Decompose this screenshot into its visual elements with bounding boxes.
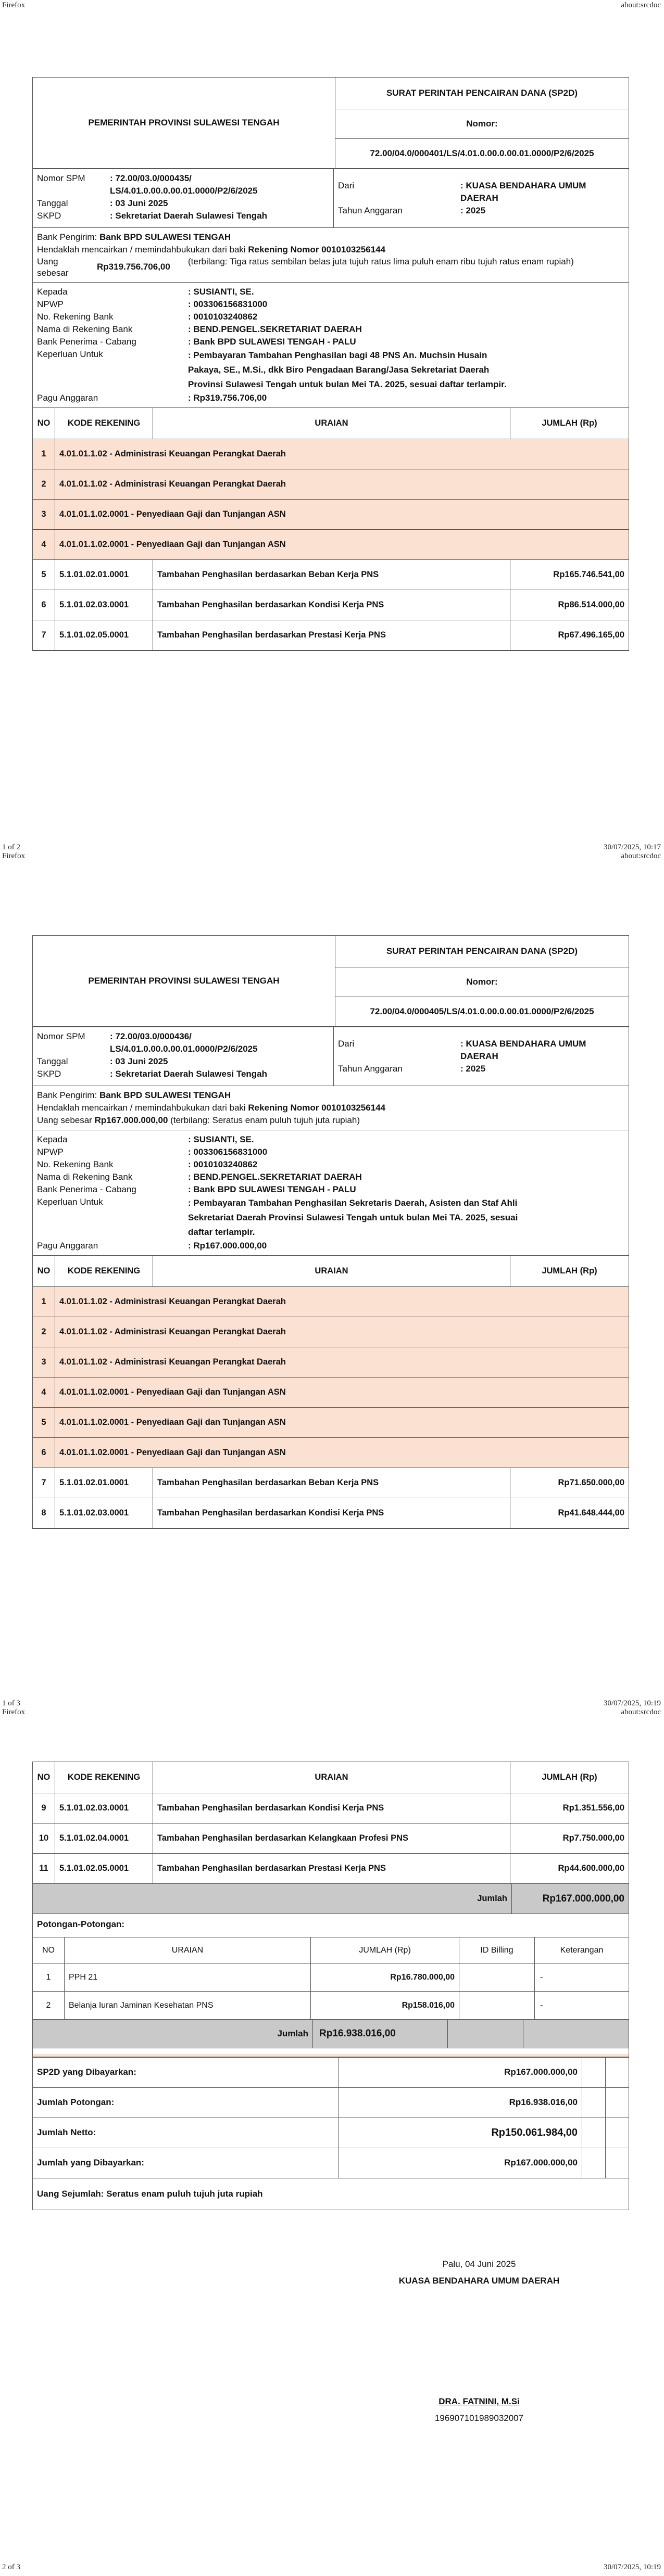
table-row	[33, 590, 629, 620]
rekening-table	[33, 407, 629, 651]
row-number: 6	[33, 590, 55, 620]
row-kode-rekening: 5.1.01.02.03.0001	[55, 590, 153, 620]
row-uraian: Tambahan Penghasilan berdasarkan Kondisi Kerja PNS	[153, 1793, 510, 1823]
keperluan-value: : Pembayaran Tambahan Penghasilan Sekretaris Daerah, Asisten dan Staf Ahli Sekretariat Daerah Provinsi Sulawesi Tengah untuk bulan Mei TA. 2025, sesuai daftar terlampir.	[188, 1198, 518, 1237]
col-jumlah-header: JUMLAH (Rp)	[510, 1762, 629, 1793]
tahun-value: : 2025	[460, 206, 486, 215]
rekening-label: Rekening Nomor	[248, 245, 319, 254]
nomor-spm-label: Nomor SPM	[37, 173, 85, 183]
bank-penerima-label: Bank Penerima - Cabang	[37, 337, 136, 347]
potongan-table	[33, 1937, 629, 2020]
footer-timestamp: 30/07/2025, 10:17	[603, 843, 661, 851]
nomor-spm-value: : 72.00/03.0/000436/	[110, 1031, 192, 1041]
penerima-block	[33, 282, 629, 407]
row-uraian: Tambahan Penghasilan berdasarkan Beban Kerja PNS	[153, 1468, 510, 1498]
signer-nip: 196907101989032007	[434, 2413, 524, 2423]
rekening-value: 0010103256144	[321, 1103, 386, 1113]
row-jumlah: Rp71.650.000,00	[510, 1468, 629, 1498]
bank-penerima-label: Bank Penerima - Cabang	[37, 1184, 136, 1194]
bank-block	[33, 1086, 629, 1130]
pagu-value: : Rp167.000.000,00	[188, 1241, 267, 1251]
row-number: 2	[33, 1317, 55, 1347]
summary-table	[33, 2057, 629, 2178]
bank-pengirim-value: Bank BPD SULAWESI TENGAH	[99, 1090, 231, 1100]
tahun-label: Tahun Anggaran	[338, 1064, 403, 1074]
col-kode-header: KODE REKENING	[55, 1256, 153, 1287]
dari-value-2: DAERAH	[460, 1051, 498, 1061]
potongan-total-label: Jumlah	[33, 2020, 313, 2048]
kepada-value: : SUSIANTI, SE.	[188, 1134, 254, 1144]
sum-potongan-label: Jumlah Potongan:	[33, 2087, 339, 2118]
rekening-table-continued	[33, 1762, 629, 1884]
col-kode-header: KODE REKENING	[55, 408, 153, 439]
signer-title: KUASA BENDAHARA UMUM DAERAH	[398, 2276, 560, 2286]
table-row	[33, 560, 629, 590]
signer-name: DRA. FATNINI, M.Si	[439, 2396, 520, 2406]
row-number: 11	[33, 1854, 55, 1884]
no-rek-label: No. Rekening Bank	[37, 312, 114, 322]
sum-dibayarkan-label: Jumlah yang Dibayarkan:	[33, 2148, 339, 2178]
table-row	[33, 469, 629, 500]
spm-info-block	[33, 1027, 629, 1086]
header-app-name: Firefox	[2, 1708, 26, 1716]
footer-page-number: 1 of 2	[2, 843, 20, 851]
dari-value: : KUASA BENDAHARA UMUM	[460, 1039, 586, 1049]
potongan-total-row	[33, 2020, 629, 2048]
row-kode-rekening: 5.1.01.02.03.0001	[55, 1793, 153, 1823]
sebesar-label: sebesar	[37, 268, 69, 278]
footer-page-number: 1 of 3	[2, 1699, 20, 1707]
government-name: PEMERINTAH PROVINSI SULAWESI TENGAH	[33, 936, 335, 1027]
table-row	[33, 500, 629, 530]
row-kode-rekening: 5.1.01.02.01.0001	[55, 1468, 153, 1498]
rekening-value: 0010103256144	[321, 245, 386, 254]
jumlah-total: Rp167.000.000,00	[512, 1884, 629, 1914]
skpd-value: : Sekretariat Daerah Sulawesi Tengah	[110, 1069, 268, 1079]
row-kode-rekening: 4.01.01.1.02 - Administrasi Keuangan Perangkat Daerah	[55, 439, 629, 469]
col-uraian-header: URAIAN	[153, 408, 510, 439]
row-number: 7	[33, 620, 55, 651]
tahun-value: : 2025	[460, 1064, 486, 1074]
tanggal-value: : 03 Juni 2025	[110, 1056, 168, 1066]
penerima-block	[33, 1130, 629, 1255]
uang-label: Uang	[37, 257, 58, 266]
table-row	[33, 1378, 629, 1408]
kepada-label: Kepada	[37, 287, 68, 297]
keperluan-label: Keperluan Untuk	[37, 1197, 103, 1207]
pot-row-jumlah: Rp158.016,00	[311, 1992, 459, 2020]
row-number: 4	[33, 1378, 55, 1408]
nama-rek-value: : BEND.PENGEL.SEKRETARIAT DAERAH	[188, 1172, 362, 1182]
bank-block	[33, 227, 629, 282]
pot-row-number: 2	[33, 1992, 65, 2020]
uang-value: Rp167.000.000,00	[94, 1115, 168, 1125]
sp2d-document-1	[32, 77, 629, 651]
npwp-value: : 003306156831000	[188, 299, 268, 309]
bank-penerima-value: : Bank BPD SULAWESI TENGAH - PALU	[188, 337, 356, 347]
pot-row-uraian: Belanja Iuran Jaminan Kesehatan PNS	[65, 1992, 311, 2020]
row-number: 8	[33, 1498, 55, 1528]
sp2d-document-2	[32, 935, 629, 1529]
table-row	[33, 1408, 629, 1438]
table-row	[33, 1317, 629, 1347]
table-row	[33, 620, 629, 651]
col-no-header: NO	[33, 408, 55, 439]
table-row	[33, 1438, 629, 1468]
pot-col-jumlah: JUMLAH (Rp)	[311, 1937, 459, 1963]
table-row	[33, 1854, 629, 1884]
pot-col-id-billing: ID Billing	[459, 1937, 535, 1963]
terbilang-final: Uang Sejumlah: Seratus enam puluh tujuh juta rupiah	[37, 2188, 263, 2199]
col-uraian-header: URAIAN	[153, 1762, 510, 1793]
col-kode-header: KODE REKENING	[55, 1762, 153, 1793]
nomor-spm-value-2: LS/4.01.0.00.0.00.01.0000/P2/6/2025	[110, 186, 258, 196]
tahun-label: Tahun Anggaran	[338, 206, 403, 215]
uang-value: Rp319.756.706,00	[97, 262, 170, 272]
dari-label: Dari	[338, 181, 355, 190]
table-row	[33, 1793, 629, 1823]
header-url: about:srcdoc	[621, 852, 661, 860]
row-uraian: Tambahan Penghasilan berdasarkan Prestasi Kerja PNS	[153, 620, 510, 651]
row-jumlah: Rp86.514.000,00	[510, 590, 629, 620]
potongan-row	[33, 1963, 629, 1992]
bank-pengirim-value: Bank BPD SULAWESI TENGAH	[99, 232, 231, 242]
header-app-name: Firefox	[2, 852, 26, 860]
row-jumlah: Rp165.746.541,00	[510, 560, 629, 590]
col-uraian-header: URAIAN	[153, 1256, 510, 1287]
sum-sp2d-label: SP2D yang Dibayarkan:	[33, 2057, 339, 2087]
npwp-label: NPWP	[37, 1147, 64, 1157]
row-uraian: Tambahan Penghasilan berdasarkan Kelangkaan Profesi PNS	[153, 1823, 510, 1854]
row-kode-rekening: 4.01.01.1.02.0001 - Penyediaan Gaji dan Tunjangan ASN	[55, 500, 629, 530]
table-row	[33, 530, 629, 560]
skpd-value: : Sekretariat Daerah Sulawesi Tengah	[110, 211, 268, 221]
potongan-title: Potongan-Potongan:	[37, 1919, 125, 1929]
tanggal-label: Tanggal	[37, 198, 68, 208]
row-number: 3	[33, 1347, 55, 1378]
row-kode-rekening: 5.1.01.02.03.0001	[55, 1498, 153, 1528]
sp2d-document-2-continued	[32, 1762, 629, 2210]
document-title: SURAT PERINTAH PENCAIRAN DANA (SP2D)	[335, 936, 629, 967]
row-jumlah: Rp44.600.000,00	[510, 1854, 629, 1884]
potongan-row	[33, 1992, 629, 2020]
row-number: 5	[33, 1408, 55, 1438]
sum-netto-label: Jumlah Netto:	[33, 2118, 339, 2148]
potongan-total-value: Rp16.938.016,00	[313, 2020, 448, 2048]
nomor-spm-label: Nomor SPM	[37, 1031, 85, 1041]
kepada-value: : SUSIANTI, SE.	[188, 287, 254, 297]
row-number: 3	[33, 500, 55, 530]
row-kode-rekening: 5.1.01.02.05.0001	[55, 620, 153, 651]
no-rek-value: : 0010103240862	[188, 312, 258, 322]
col-no-header: NO	[33, 1256, 55, 1287]
row-uraian: Tambahan Penghasilan berdasarkan Kondisi Kerja PNS	[153, 590, 510, 620]
header-url: about:srcdoc	[621, 1, 661, 9]
rekening-table	[33, 1255, 629, 1528]
tanggal-label: Tanggal	[37, 1056, 68, 1066]
nomor-label: Nomor:	[335, 967, 629, 997]
terbilang-text: (terbilang: Tiga ratus sembilan belas juta tujuh ratus lima puluh enam ribu tujuh ratus enam rupiah)	[188, 257, 574, 266]
table-row	[33, 1498, 629, 1528]
skpd-label: SKPD	[37, 1069, 61, 1079]
tanggal-value: : 03 Juni 2025	[110, 198, 168, 208]
keperluan-label: Keperluan Untuk	[37, 349, 103, 359]
nomor-spm-value: : 72.00/03.0/000435/	[110, 173, 192, 183]
row-number: 1	[33, 1287, 55, 1317]
row-kode-rekening: 4.01.01.1.02.0001 - Penyediaan Gaji dan Tunjangan ASN	[55, 530, 629, 560]
col-jumlah-header: JUMLAH (Rp)	[510, 408, 629, 439]
row-uraian: Tambahan Penghasilan berdasarkan Prestasi Kerja PNS	[153, 1854, 510, 1884]
hendaklah-text: Hendaklah mencairkan / memindahbukukan dari baki	[37, 245, 246, 254]
sum-netto-value: Rp150.061.984,00	[339, 2118, 582, 2148]
pot-col-keterangan: Keterangan	[535, 1937, 629, 1963]
place-date: Palu, 04 Juni 2025	[442, 2259, 516, 2269]
row-uraian: Tambahan Penghasilan berdasarkan Kondisi Kerja PNS	[153, 1498, 510, 1528]
npwp-value: : 003306156831000	[188, 1147, 268, 1157]
pagu-value: : Rp319.756.706,00	[188, 393, 267, 403]
col-no-header: NO	[33, 1762, 55, 1793]
row-number: 9	[33, 1793, 55, 1823]
row-number: 4	[33, 530, 55, 560]
row-number: 5	[33, 560, 55, 590]
npwp-label: NPWP	[37, 299, 64, 309]
sum-sp2d-value: Rp167.000.000,00	[339, 2057, 582, 2087]
no-rek-value: : 0010103240862	[188, 1159, 258, 1169]
pot-col-uraian: URAIAN	[65, 1937, 311, 1963]
nomor-spm-value-2: LS/4.01.0.00.0.00.01.0000/P2/6/2025	[110, 1044, 258, 1054]
header-app-name: Firefox	[2, 1, 26, 9]
rekening-label: Rekening Nomor	[248, 1103, 319, 1113]
sum-potongan-value: Rp16.938.016,00	[339, 2087, 582, 2118]
table-row	[33, 439, 629, 469]
footer-page-number: 2 of 3	[2, 2563, 20, 2571]
row-number: 6	[33, 1438, 55, 1468]
footer-timestamp: 30/07/2025, 10:19	[603, 1699, 661, 1707]
bank-pengirim-label: Bank Pengirim:	[37, 232, 97, 242]
row-kode-rekening: 4.01.01.1.02 - Administrasi Keuangan Perangkat Daerah	[55, 1317, 629, 1347]
row-kode-rekening: 5.1.01.02.04.0001	[55, 1823, 153, 1854]
row-kode-rekening: 4.01.01.1.02 - Administrasi Keuangan Perangkat Daerah	[55, 1287, 629, 1317]
sum-dibayarkan-value: Rp167.000.000,00	[339, 2148, 582, 2178]
table-row	[33, 1347, 629, 1378]
nama-rek-label: Nama di Rekening Bank	[37, 324, 133, 334]
row-kode-rekening: 4.01.01.1.02 - Administrasi Keuangan Perangkat Daerah	[55, 469, 629, 500]
skpd-label: SKPD	[37, 211, 61, 221]
pot-row-id-billing	[459, 1992, 535, 2020]
spm-info-block	[33, 169, 629, 227]
document-title: SURAT PERINTAH PENCAIRAN DANA (SP2D)	[335, 78, 629, 109]
hendaklah-text: Hendaklah mencairkan / memindahbukukan dari baki	[37, 1103, 246, 1113]
table-row	[33, 1468, 629, 1498]
pagu-label: Pagu Anggaran	[37, 393, 98, 403]
government-name: PEMERINTAH PROVINSI SULAWESI TENGAH	[33, 78, 335, 169]
row-kode-rekening: 4.01.01.1.02.0001 - Penyediaan Gaji dan Tunjangan ASN	[55, 1408, 629, 1438]
nama-rek-value: : BEND.PENGEL.SEKRETARIAT DAERAH	[188, 324, 362, 334]
pot-row-jumlah: Rp16.780.000,00	[311, 1963, 459, 1992]
footer-timestamp: 30/07/2025, 10:19	[603, 2563, 661, 2571]
row-kode-rekening: 4.01.01.1.02.0001 - Penyediaan Gaji dan Tunjangan ASN	[55, 1378, 629, 1408]
row-jumlah: Rp1.351.556,00	[510, 1793, 629, 1823]
uang-sebesar-label: Uang sebesar	[37, 1115, 92, 1125]
jumlah-label: Jumlah	[33, 1884, 512, 1914]
nomor-value: 72.00/04.0/000405/LS/4.01.0.00.0.00.01.0000/P2/6/2025	[335, 997, 629, 1027]
row-kode-rekening: 5.1.01.02.05.0001	[55, 1854, 153, 1884]
nomor-value: 72.00/04.0/000401/LS/4.01.0.00.0.00.01.0000/P2/6/2025	[335, 139, 629, 169]
row-jumlah: Rp7.750.000,00	[510, 1823, 629, 1854]
row-jumlah: Rp41.648.444,00	[510, 1498, 629, 1528]
pot-col-no: NO	[33, 1937, 65, 1963]
bank-pengirim-label: Bank Pengirim:	[37, 1090, 97, 1100]
nama-rek-label: Nama di Rekening Bank	[37, 1172, 133, 1182]
row-number: 7	[33, 1468, 55, 1498]
dari-value: : KUASA BENDAHARA UMUM	[460, 181, 586, 190]
pot-row-number: 1	[33, 1963, 65, 1992]
row-kode-rekening: 4.01.01.1.02 - Administrasi Keuangan Perangkat Daerah	[55, 1347, 629, 1378]
table-row	[33, 1823, 629, 1854]
row-uraian: Tambahan Penghasilan berdasarkan Beban Kerja PNS	[153, 560, 510, 590]
kepada-label: Kepada	[37, 1134, 68, 1144]
row-number: 10	[33, 1823, 55, 1854]
pot-row-keterangan: -	[535, 1963, 629, 1992]
bank-penerima-value: : Bank BPD SULAWESI TENGAH - PALU	[188, 1184, 356, 1194]
row-jumlah: Rp67.496.165,00	[510, 620, 629, 651]
row-kode-rekening: 5.1.01.02.01.0001	[55, 560, 153, 590]
row-number: 1	[33, 439, 55, 469]
row-number: 2	[33, 469, 55, 500]
pagu-label: Pagu Anggaran	[37, 1241, 98, 1251]
keperluan-value: : Pembayaran Tambahan Penghasilan bagi 48 PNS An. Muchsin Husain Pakaya, SE., M.Si., dkk Biro Pengadaan Barang/Jasa Sekretariat Daerah Provinsi Sulawesi Tengah untuk bulan Mei TA. 2025, sesuai daftar terlampir.	[188, 350, 507, 389]
terbilang-text: (terbilang: Seratus enam puluh tujuh juta rupiah)	[170, 1115, 360, 1125]
dari-value-2: DAERAH	[460, 193, 498, 203]
pot-row-id-billing	[459, 1963, 535, 1992]
dari-label: Dari	[338, 1039, 355, 1049]
signature-block	[323, 2256, 635, 2427]
pot-row-keterangan: -	[535, 1992, 629, 2020]
header-url: about:srcdoc	[621, 1708, 661, 1716]
no-rek-label: No. Rekening Bank	[37, 1159, 114, 1169]
jumlah-row	[33, 1884, 629, 1914]
col-jumlah-header: JUMLAH (Rp)	[510, 1256, 629, 1287]
row-kode-rekening: 4.01.01.1.02.0001 - Penyediaan Gaji dan Tunjangan ASN	[55, 1438, 629, 1468]
nomor-label: Nomor:	[335, 109, 629, 139]
pot-row-uraian: PPH 21	[65, 1963, 311, 1992]
table-row	[33, 1287, 629, 1317]
